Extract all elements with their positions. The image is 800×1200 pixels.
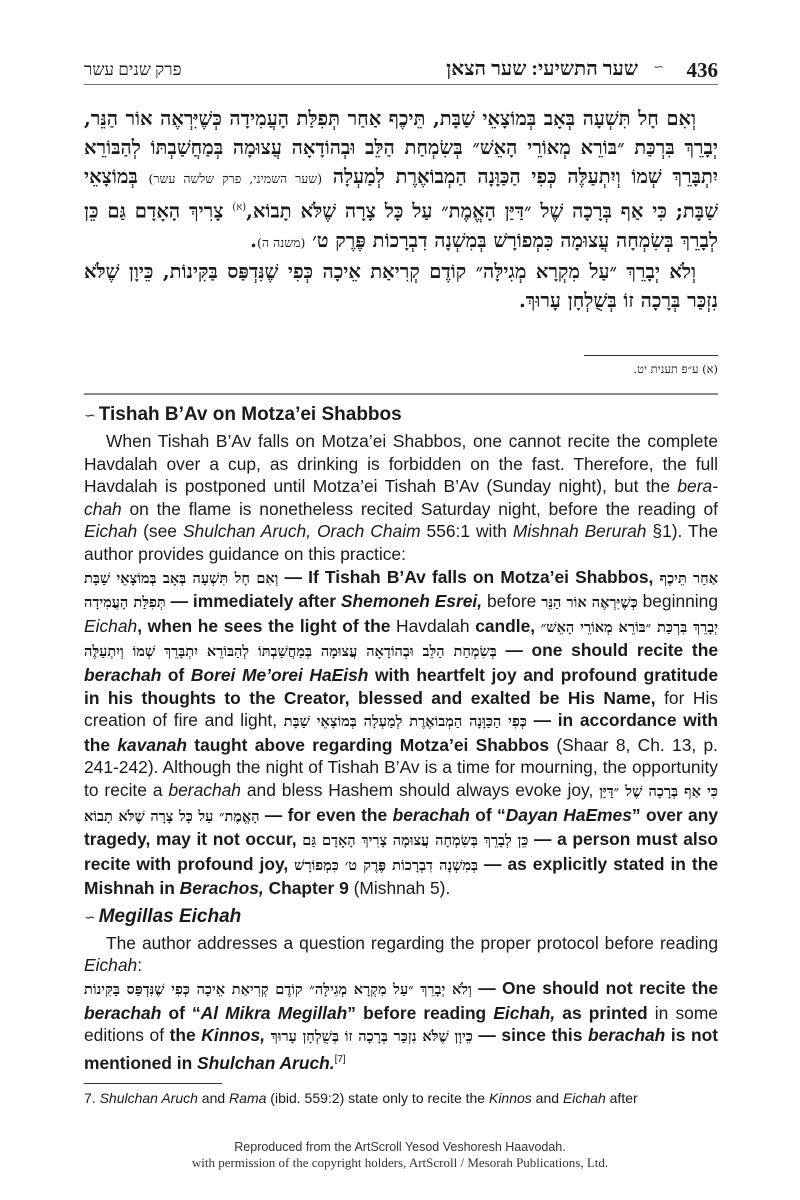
text: (ibid. 559:2) state only to recite the [266, 1090, 489, 1106]
text: (see [137, 521, 183, 542]
text: When Tishah B’Av falls on Motza’ei Shabbos, one cannot recite the complete Havdalah over a cup, as drinking is forbidden on the fast. Therefore, the full Havdalah is postponed until Motza’ei Tishah B’Av (Sunday night), but the [84, 431, 718, 497]
text: — One should not recite the [471, 978, 718, 999]
text: candle, [469, 615, 541, 636]
text: Mishnah Berurah [512, 521, 647, 542]
text: Borei Me’orei HaEish [190, 664, 369, 685]
text: 556:1 with [420, 521, 513, 542]
text: (Mishnah 5). [348, 878, 451, 899]
hebrew-lemma: כִּמְפוֹרָשׁ [294, 856, 339, 874]
footnote-ref[interactable]: [7] [334, 1053, 346, 1065]
hebrew-text: וְאִם חָל תִּשְׁעָה בְּאָב בְּמוֹצָאֵי שַׁבָּת, תֵּיכֶף אַחַר תְּפִלַּת הָעֲמִידָה כְּשֶׁיִּרְאֶה אוֹר הַנֵּר, יְבָרֵךְ בִּרְכַּת ״בּוֹרֵא מְאוֹרֵי הָאֵשׁ״ בְּשִׂמְחַת הַלֵּב וּבְהוֹדָאָה עֲצוּמָה בְּמַחֲשַׁבְתּוֹ לְהַבּוֹרֵא יִתְבָּרֵךְ שְׁמוֹ וְיִתְעַלֶּה כְּפִי הַכַּוָּנָה הַמְבוֹאֶרֶת לְמַעְלָה [84, 107, 718, 188]
text: — as explicitly stated in the Mishnah in [84, 853, 719, 899]
gloss-paragraph [84, 566, 718, 900]
footnote-7 [84, 1089, 718, 1107]
text: Shulchan Aruch. [197, 1052, 335, 1073]
hebrew-lemma: צָרִיךְ הָאָדָם גַּם [302, 832, 388, 850]
text: Kinnos, [201, 1025, 266, 1046]
text: berachah [587, 1025, 666, 1046]
text: — immediately after [165, 591, 341, 612]
text: ” over any tragedy, may it not occur, [84, 804, 718, 850]
english-commentary [84, 402, 718, 1074]
text: in some editions of [84, 1002, 718, 1046]
hebrew-footnote: (א) ע״פ תענית יט. [633, 362, 718, 376]
text: and bless Hashem should always evoke joy, [240, 779, 600, 800]
page-number: 436 [686, 58, 718, 82]
hebrew-lemma: וְאִם חָל תִּשְׁעָה בְּאָב בְּמוֹצָאֵי שַׁבָּת [84, 569, 279, 587]
hebrew-lemma: בְּמִשְׁנָה דִבְרָכוֹת פֶּרֶק ט׳ [344, 856, 479, 874]
hebrew-text: צָרִיךְ הָאָדָם גַּם כֵּן לְבָרֵךְ בְּשִׂמְחָה עֲצוּמָה כִּמְפוֹרָשׁ בְּמִשְׁנָה דִבְרָכוֹת פֶּרֶק ט׳ [84, 199, 718, 252]
text: Rama [229, 1090, 267, 1106]
text: Eichah [84, 955, 138, 976]
section-title: Tishah B’Av on Motza’ei Shabbos [98, 404, 402, 425]
hebrew-paragraph [84, 104, 718, 257]
text: on the flame is nonetheless recited Saturday night, before the reading of [121, 498, 718, 519]
hebrew-lemma: כְּשֶׁיִּרְאֶה אוֹר הַנֵּר [541, 594, 638, 612]
text: after [605, 1090, 638, 1106]
text: — in accordance with the [84, 710, 718, 755]
section-heading [84, 402, 718, 429]
text: and [197, 1090, 230, 1106]
chapter-title: פרק שנים עשר [84, 60, 182, 79]
text: §1). The author provides guidance on this practice: [84, 521, 718, 564]
hebrew-text: . [250, 228, 257, 252]
ornament-icon: ∽ [84, 408, 96, 424]
source-citation: (שער השמיני, פרק שלשה עשר) [148, 171, 323, 186]
ornament-icon: ∽ [653, 60, 664, 75]
text: beginning [637, 591, 718, 612]
footnote-ref[interactable]: (א) [232, 202, 247, 213]
footnote-number: 7. [84, 1090, 100, 1106]
text: , when he sees the light of the [137, 615, 397, 636]
hebrew-lemma: תֵּיכֶף [659, 569, 687, 587]
text: for His creation of fire and light, [84, 687, 718, 731]
text: before [482, 591, 542, 612]
text: Kinnos [488, 1090, 532, 1106]
section-heading [84, 904, 718, 931]
text: with heartfelt joy and profound gratitude in his thoughts to the Creator, blessed and exalted be His Name, [84, 664, 719, 708]
text: Berachos, [179, 878, 264, 899]
hebrew-text: בְּמוֹצָאֵי שַׁבָּת; כִּי אַף בְּרָכָה שֶׁל ״דַּיַּן הָאֱמֶת״ עַל כָּל צָרָה שֶׁלֹּא תָבוֹא, [84, 165, 718, 223]
text: of [161, 664, 191, 685]
text: berachah [84, 664, 162, 685]
text: Eichah [84, 615, 138, 636]
text: berachah [168, 779, 241, 800]
text: the [169, 1025, 202, 1046]
hebrew-lemma: כִּי אַף בְּרָכָה שֶׁל ״דַּיַּן הָאֱמֶת״ עַל כָּל צָרָה שֶׁלֹּא תָבוֹא [84, 782, 718, 825]
source-citation: (משנה ה) [256, 234, 306, 250]
footnote-rule [84, 1083, 222, 1084]
text: of “ [161, 1002, 201, 1023]
text: Eichah [84, 521, 138, 542]
text: — since this [472, 1025, 588, 1046]
text: — If Tishah B’Av falls on Motza’ei Shabbos, [278, 566, 660, 587]
text: and [531, 1090, 563, 1106]
text: Eichah [562, 1090, 606, 1106]
hebrew-lemma: וְלֹא יְבָרֵךְ ״עַל מִקְרָא מְגִילָּה״ קוֹדֶם קְרִיאַת אֵיכָה כְּפִי שֶׁנִּדְפַּס בַּקִּינוֹת [84, 981, 472, 999]
gate-title: שער התשיעי: שער הצאן [446, 58, 638, 80]
intro-paragraph [84, 932, 718, 977]
text: The author addresses a question regarding the proper protocol before reading [106, 932, 718, 953]
ornament-icon: ∽ [84, 909, 96, 926]
text: taught above regarding Motza’ei Shabbos [187, 734, 550, 755]
intro-paragraph [84, 430, 718, 566]
text: kavanah [117, 734, 187, 755]
hebrew-lemma: אַחַר תְּפִלַּת הָעֲמִידָה [84, 569, 718, 612]
text: as printed [555, 1002, 648, 1023]
text: Shulchan Aruch [99, 1090, 198, 1106]
text: — a person must also recite with profound joy, [84, 829, 718, 874]
text: — one should recite the [496, 640, 718, 661]
text: berachah [392, 804, 470, 825]
text: of “ [469, 804, 506, 825]
text: Shemoneh Esrei, [340, 591, 483, 612]
text: Dayan HaEmes [505, 804, 632, 825]
hebrew-paragraph: וְלֹא יְבָרֵךְ ״עַל מִקְרָא מְגִילָּה״ קוֹדֶם קְרִיאַת אֵיכָה כְּפִי שֶׁנִּדְפַּס בַּקִּינוֹת, כֵּיוָן שֶׁלֹּא נִזְכַּר בְּרָכָה זוֹ בְּשֻׁלְחָן עָרוּךְ. [84, 259, 718, 312]
text: : [137, 955, 143, 976]
text: Havdalah [396, 615, 470, 636]
text: Al Mikra Megillah [200, 1002, 348, 1023]
gloss-paragraph [84, 977, 718, 1074]
text: (Shaar 8, Ch. 13, p. 241-242). Although the night of Tishah B’Av is a time for mourning, the opportunity to recite a [84, 734, 718, 800]
hebrew-main-text [84, 104, 718, 315]
running-header [84, 58, 718, 85]
hebrew-lemma: כְּפִי הַכַּוָּנָה הַמְבוֹאֶרֶת לְמַעְלָה בְּמוֹצָאֵי שַׁבָּת [283, 713, 527, 731]
copyright-credit [0, 1140, 800, 1170]
text: is not mentioned in [84, 1025, 718, 1073]
text: ” before reading [347, 1002, 494, 1023]
text: Eichah, [493, 1002, 556, 1023]
footnote-rule [584, 355, 718, 356]
text: Shulchan Aruch, Orach Chaim [182, 521, 421, 542]
text: berachah [84, 1002, 162, 1023]
hebrew-lemma: יְבָרֵךְ בִּרְכַּת ״בּוֹרֵא מְאוֹרֵי הָאֵשׁ״ בְּשִׂמְחַת הַלֵּב וּבְהוֹדָאָה עֲצוּמָה בְּמַחֲשַׁבְתּוֹ לְהַבּוֹרֵא יִתְבָּרֵךְ שְׁמוֹ וְיִתְעַלֶּה [84, 618, 718, 661]
text: Chapter 9 [263, 878, 349, 899]
section-title: Megillas Eichah [98, 905, 242, 927]
text: berachah [84, 476, 718, 519]
section-divider [84, 393, 718, 395]
hebrew-lemma: כֵּיוָן שֶׁלֹּא נִזְכַּר בְּרָכָה זוֹ בְּשֻׁלְחָן עָרוּךְ [270, 1028, 473, 1046]
text: — for even the [259, 804, 393, 825]
credit-line: Reproduced from the ArtScroll Yesod Veshoresh Haavodah. [234, 1140, 566, 1154]
credit-line: with permission of the copyright holders, ArtScroll / Mesorah Publications, Ltd. [191, 1155, 609, 1170]
hebrew-lemma: כֵּן לְבָרֵךְ בְּשִׂמְחָה עֲצוּמָה [392, 832, 529, 850]
